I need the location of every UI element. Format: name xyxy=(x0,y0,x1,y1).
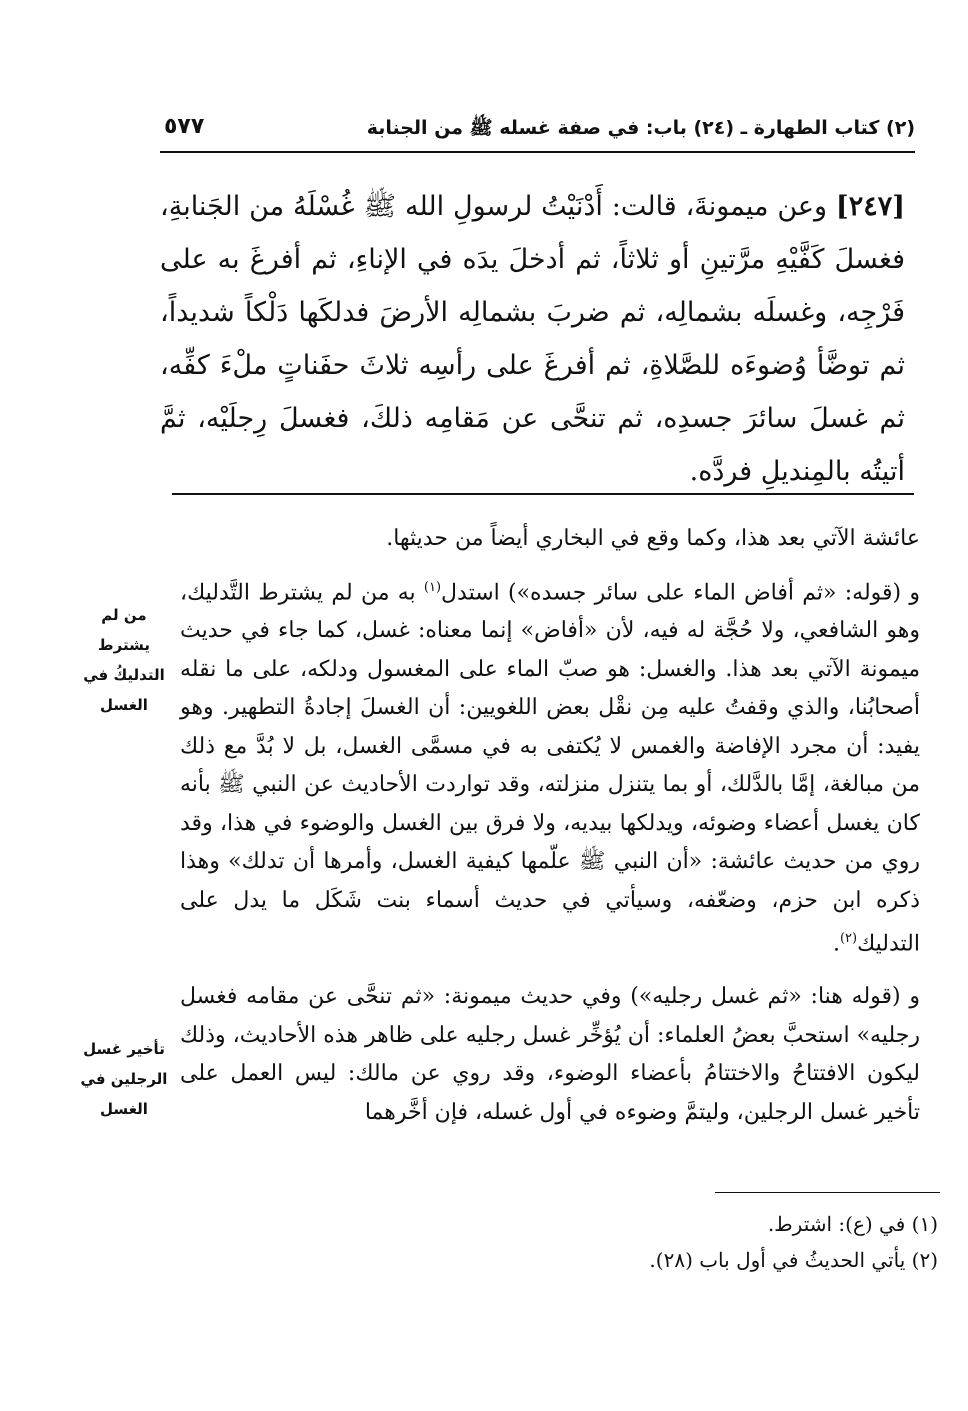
footnote-ref-1: (١) xyxy=(423,579,442,595)
footnote-ref-2: (٢) xyxy=(839,931,858,947)
footnotes xyxy=(500,1206,938,1278)
margin-note-feet: تأخير غسل الرجلين في الغسل xyxy=(80,1040,168,1118)
running-title: (٢) كتاب الطهارة ـ (٢٤) باب: في صفة غسله ﷺ من الجنابة xyxy=(366,117,915,139)
hadith-text xyxy=(160,180,905,498)
commentary-p2-start: و (قوله: «ثم أفاض الماء على سائر جسده») استدل xyxy=(441,579,920,605)
commentary-p2-body: به من لم يشترط التَّدليك، وهو الشافعي، ولا حُجَّة له فيه، لأن «أفاض» إنما معناه: غسل، كما جاء في حديث ميمونة الآتي بعد هذا. والغسل: هو صبّ الماء على المغسول ودلكه، على ما نقله أصحابُنا، والذي وقفتُ عليه مِن نقْل بعض اللغويين: أن الغسلَ إجادةُ التطهير. وهو يفيد: أن مجرد الإفاضة والغمس لا يُكتفى به في مسمَّى الغسل، بل لا بُدَّ مع ذلك من مبالغة، إمَّا بالدَّلك، أو بما يتنزل منزلته، وقد تواردت الأحاديث عن النبي ﷺ بأنه كان يغسل أعضاء وضوئه، ويدلكها بيديه، ولا فرق بين الغسل والوضوء في هذا، وقد روي من حديث عائشة: «أن النبي ﷺ علّمها كيفية الغسل، وأمرها أن تدلك» وهذا ذكره ابن حزم، وضعّفه، وسيأتي في حديث أسماء بنت شَكَل ما يدل على التدليك xyxy=(180,579,920,957)
section-divider xyxy=(172,493,914,495)
margin-note-tadlik: من لم يشترط التدليكُ في الغسل xyxy=(83,606,165,714)
hadith-number: [٢٤٧] xyxy=(835,191,905,222)
page-number: ٥٧٧ xyxy=(164,114,205,139)
commentary-paragraph-2 xyxy=(180,569,920,965)
commentary-paragraph-1: عائشة الآتي بعد هذا، وكما وقع في البخاري أيضاً من حديثها. xyxy=(386,526,920,551)
header-rule xyxy=(160,151,915,153)
footnote-2: (٢) يأتي الحديثُ في أول باب (٢٨). xyxy=(649,1248,938,1272)
commentary-text xyxy=(180,520,920,1142)
hadith-body: وعن ميمونةَ، قالت: أَدْنَيْتُ لرسولِ الله ﷺ غُسْلَهُ من الجَنابةِ، فغسلَ كَفَّيْهِ مرَّتينِ أو ثلاثاً، ثم أدخلَ يدَه في الإناءِ، ثم أفرغَ به على فَرْجِه، وغسلَه بشمالِه، ثم ضربَ بشمالِه الأرضَ فدلكَها دَلْكاً شديداً، ثم توضَّأ وُضوءَه للصَّلاةِ، ثم أفرغَ على رأسِه ثلاثَ حفَناتٍ ملْءَ كفِّه، ثم غسلَ سائرَ جسدِه، ثم تنحَّى عن مَقامِه ذلكَ، فغسلَ رِجلَيْه، ثمَّ أتيتُه بالمِنديلِ فردَّه. xyxy=(160,191,905,487)
footnote-1: (١) في (ع): اشترط. xyxy=(767,1212,938,1236)
page-header xyxy=(160,112,915,152)
commentary-paragraph-3: و (قوله هنا: «ثم غسل رجليه») وفي حديث ميمونة: «ثم تنحَّى عن مقامه فغسل رجليه» استحبَّ بعضُ العلماء: أن يُؤخِّر غسل رجليه على ظاهر هذه الأحاديث، وذلك ليكون الافتتاحُ والاختتامُ بأعضاء الوضوء، وقد روي عن مالك: ليس العمل على تأخير غسل الرجلين، وليتمَّ وضوءه في أول غسله، فإن أخَّرهما xyxy=(180,984,920,1125)
footnote-rule xyxy=(715,1192,940,1193)
commentary-p2-end: . xyxy=(832,931,840,957)
